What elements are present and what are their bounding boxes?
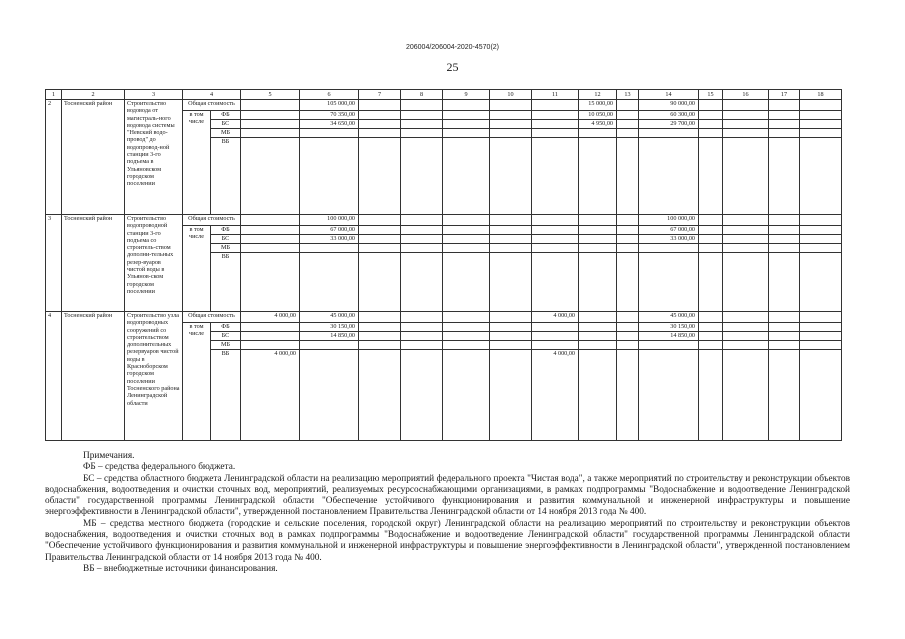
amount-cell: [617, 312, 639, 323]
source-bs-label: БС: [211, 235, 241, 244]
amount-cell: [241, 332, 300, 341]
amount-cell: [300, 341, 359, 350]
source-total-label: Общая стоимость: [183, 215, 241, 226]
amount-cell: [699, 312, 723, 323]
row-district: Тосненский район: [62, 100, 125, 215]
amount-cell: 105 000,00: [300, 100, 359, 111]
amount-cell: [639, 129, 699, 138]
amount-cell: [241, 129, 300, 138]
amount-cell: [617, 215, 639, 226]
amount-cell: [359, 253, 401, 312]
column-number: 10: [490, 90, 532, 100]
amount-cell: [800, 312, 842, 323]
amount-cell: [639, 341, 699, 350]
row-project: Строительство водопроводной станции 3-го подъема со строитель-ством дополни-тельных резер-вуаров чистой воды в Ульянов-ском городском поселении: [125, 215, 183, 312]
amount-cell: [490, 226, 532, 235]
amount-cell: 45 000,00: [300, 312, 359, 323]
amount-cell: [723, 253, 769, 312]
amount-cell: 4 000,00: [241, 312, 300, 323]
amount-cell: [579, 350, 617, 441]
amount-cell: [490, 332, 532, 341]
amount-cell: 67 000,00: [300, 226, 359, 235]
amount-cell: [401, 235, 443, 244]
note-mb: МБ – средства местного бюджета (городские и сельские поселения, городской округ) Ленинградской области на реализацию мероприятий по строительству и реконструкции объектов водоснабжения, водоотведения и очистки сточных вод в рамках подпрограммы "Водоснабжение и водоотведение Ленинградской области" государственной программы Ленинградской области "Обеспечение устойчивого функционирования и развития коммунальной и инженерной инфраструктуры и повышение энергоэффективности в Ленинградской области", утвержденной постановлением Правительства Ленинградской области от 14 ноября 2013 года № 400.: [45, 518, 850, 563]
amount-cell: [359, 341, 401, 350]
financing-table: [45, 89, 842, 441]
amount-cell: [769, 235, 800, 244]
amount-cell: [800, 323, 842, 332]
amount-cell: [639, 244, 699, 253]
amount-cell: [401, 244, 443, 253]
amount-cell: [532, 215, 579, 226]
amount-cell: [241, 323, 300, 332]
amount-cell: [769, 341, 800, 350]
amount-cell: [359, 120, 401, 129]
amount-cell: [769, 120, 800, 129]
amount-cell: [579, 138, 617, 215]
amount-cell: [579, 235, 617, 244]
amount-cell: [639, 138, 699, 215]
amount-cell: [443, 244, 490, 253]
row-district: Тосненский район: [62, 215, 125, 312]
amount-cell: [401, 111, 443, 120]
column-number: 17: [769, 90, 800, 100]
amount-cell: 100 000,00: [300, 215, 359, 226]
in-that-label: в том числе: [183, 111, 211, 215]
amount-cell: [443, 129, 490, 138]
amount-cell: [401, 138, 443, 215]
amount-cell: [443, 235, 490, 244]
amount-cell: [617, 138, 639, 215]
amount-cell: [359, 244, 401, 253]
amount-cell: [241, 100, 300, 111]
amount-cell: [443, 111, 490, 120]
amount-cell: [401, 312, 443, 323]
amount-cell: [617, 129, 639, 138]
amount-cell: [617, 111, 639, 120]
amount-cell: [532, 253, 579, 312]
amount-cell: [617, 120, 639, 129]
amount-cell: [769, 100, 800, 111]
amount-cell: [579, 215, 617, 226]
amount-cell: [300, 138, 359, 215]
amount-cell: [769, 312, 800, 323]
amount-cell: 4 000,00: [241, 350, 300, 441]
amount-cell: [800, 111, 842, 120]
amount-cell: [532, 120, 579, 129]
amount-cell: [800, 244, 842, 253]
amount-cell: [617, 323, 639, 332]
amount-cell: [490, 253, 532, 312]
amount-cell: 14 850,00: [639, 332, 699, 341]
amount-cell: [490, 341, 532, 350]
amount-cell: [241, 111, 300, 120]
amount-cell: [401, 120, 443, 129]
amount-cell: [241, 215, 300, 226]
amount-cell: [490, 235, 532, 244]
amount-cell: [579, 341, 617, 350]
amount-cell: [443, 312, 490, 323]
amount-cell: [490, 350, 532, 441]
amount-cell: 15 000,00: [579, 100, 617, 111]
amount-cell: [443, 253, 490, 312]
in-that-label: в том числе: [183, 323, 211, 441]
amount-cell: 30 150,00: [639, 323, 699, 332]
column-number: 11: [532, 90, 579, 100]
source-fb-label: ФБ: [211, 111, 241, 120]
amount-cell: [532, 226, 579, 235]
amount-cell: [359, 323, 401, 332]
amount-cell: [532, 332, 579, 341]
amount-cell: [617, 350, 639, 441]
amount-cell: [800, 332, 842, 341]
source-mb-label: МБ: [211, 129, 241, 138]
row-district: Тосненский район: [62, 312, 125, 441]
amount-cell: [723, 341, 769, 350]
source-vb-label: ВБ: [211, 350, 241, 441]
amount-cell: [617, 226, 639, 235]
column-number: 12: [579, 90, 617, 100]
amount-cell: [359, 226, 401, 235]
amount-cell: [699, 341, 723, 350]
note-fb: ФБ – средства федерального бюджета.: [83, 462, 236, 473]
row-num: 3: [46, 215, 62, 312]
amount-cell: [723, 235, 769, 244]
amount-cell: [401, 100, 443, 111]
amount-cell: [359, 129, 401, 138]
amount-cell: [723, 332, 769, 341]
amount-cell: [490, 100, 532, 111]
amount-cell: [639, 350, 699, 441]
amount-cell: [699, 111, 723, 120]
amount-cell: [769, 323, 800, 332]
amount-cell: [800, 253, 842, 312]
column-number: 9: [443, 90, 490, 100]
table-row: [46, 100, 842, 111]
row-project: Строительство водовода от магистраль-ного водовода системы "Невский водо-провод" до водопровод-ной станции 3-го подъема в Ульяновском городском поселении: [125, 100, 183, 215]
column-number: 13: [617, 90, 639, 100]
amount-cell: 4 000,00: [532, 350, 579, 441]
amount-cell: [699, 244, 723, 253]
amount-cell: [401, 332, 443, 341]
source-bs-label: БС: [211, 120, 241, 129]
amount-cell: [699, 226, 723, 235]
amount-cell: [490, 323, 532, 332]
amount-cell: [617, 253, 639, 312]
column-number: 5: [241, 90, 300, 100]
amount-cell: [300, 129, 359, 138]
amount-cell: [579, 226, 617, 235]
amount-cell: 10 050,00: [579, 111, 617, 120]
amount-cell: [532, 244, 579, 253]
amount-cell: 90 000,00: [639, 100, 699, 111]
amount-cell: [490, 111, 532, 120]
amount-cell: 4 000,00: [532, 312, 579, 323]
amount-cell: [699, 215, 723, 226]
amount-cell: [443, 215, 490, 226]
source-vb-label: ВБ: [211, 138, 241, 215]
source-mb-label: МБ: [211, 341, 241, 350]
amount-cell: [769, 215, 800, 226]
amount-cell: [532, 138, 579, 215]
amount-cell: [723, 215, 769, 226]
amount-cell: [401, 226, 443, 235]
amount-cell: [241, 226, 300, 235]
amount-cell: [723, 350, 769, 441]
amount-cell: [723, 100, 769, 111]
amount-cell: [241, 244, 300, 253]
row-project: Строительство узла водопроводных сооружений со строительством дополнительных резервуаров чистой воды в Красноборском городском поселении Тосненского района Ленинградской области: [125, 312, 183, 441]
amount-cell: [443, 138, 490, 215]
amount-cell: [699, 100, 723, 111]
amount-cell: 30 150,00: [300, 323, 359, 332]
amount-cell: [359, 215, 401, 226]
source-total-label: Общая стоимость: [183, 100, 241, 111]
column-number: 15: [699, 90, 723, 100]
amount-cell: [617, 235, 639, 244]
amount-cell: 100 000,00: [639, 215, 699, 226]
amount-cell: 29 700,00: [639, 120, 699, 129]
column-number-row: [46, 90, 842, 100]
amount-cell: [579, 312, 617, 323]
source-mb-label: МБ: [211, 244, 241, 253]
page-number: 25: [446, 60, 459, 74]
amount-cell: [359, 350, 401, 441]
notes-section: [45, 451, 850, 575]
amount-cell: [401, 350, 443, 441]
amount-cell: [723, 111, 769, 120]
amount-cell: [532, 100, 579, 111]
amount-cell: [401, 215, 443, 226]
amount-cell: [800, 215, 842, 226]
amount-cell: [490, 138, 532, 215]
notes-title: Примечания.: [83, 451, 135, 461]
amount-cell: [800, 100, 842, 111]
amount-cell: 34 650,00: [300, 120, 359, 129]
amount-cell: [579, 332, 617, 341]
amount-cell: [443, 120, 490, 129]
amount-cell: [532, 323, 579, 332]
amount-cell: [532, 129, 579, 138]
row-num: 4: [46, 312, 62, 441]
column-number: 7: [359, 90, 401, 100]
amount-cell: [639, 253, 699, 312]
amount-cell: [241, 138, 300, 215]
amount-cell: [723, 244, 769, 253]
amount-cell: [579, 244, 617, 253]
amount-cell: [490, 129, 532, 138]
amount-cell: [532, 341, 579, 350]
row-num: 2: [46, 100, 62, 215]
amount-cell: [443, 226, 490, 235]
amount-cell: [699, 120, 723, 129]
amount-cell: [359, 138, 401, 215]
amount-cell: [300, 350, 359, 441]
source-total-label: Общая стоимость: [183, 312, 241, 323]
amount-cell: [359, 111, 401, 120]
amount-cell: 45 000,00: [639, 312, 699, 323]
amount-cell: [359, 312, 401, 323]
amount-cell: [617, 332, 639, 341]
amount-cell: [699, 253, 723, 312]
amount-cell: 33 000,00: [300, 235, 359, 244]
amount-cell: [800, 138, 842, 215]
column-number: 1: [46, 90, 62, 100]
amount-cell: [401, 323, 443, 332]
amount-cell: 4 950,00: [579, 120, 617, 129]
document-id: 206004/206004-2020-4570(2): [405, 44, 500, 51]
amount-cell: [769, 111, 800, 120]
amount-cell: [532, 111, 579, 120]
amount-cell: [490, 312, 532, 323]
source-vb-label: ВБ: [211, 253, 241, 312]
amount-cell: [800, 129, 842, 138]
amount-cell: [579, 253, 617, 312]
column-number: 4: [183, 90, 241, 100]
amount-cell: [800, 341, 842, 350]
amount-cell: 33 000,00: [639, 235, 699, 244]
table-row: [46, 312, 842, 323]
source-fb-label: ФБ: [211, 226, 241, 235]
amount-cell: [723, 323, 769, 332]
amount-cell: [443, 100, 490, 111]
amount-cell: 67 000,00: [639, 226, 699, 235]
column-number: 16: [723, 90, 769, 100]
table-row: [46, 215, 842, 226]
amount-cell: 60 300,00: [639, 111, 699, 120]
column-number: 8: [401, 90, 443, 100]
amount-cell: [532, 235, 579, 244]
amount-cell: [699, 129, 723, 138]
amount-cell: [241, 253, 300, 312]
amount-cell: [769, 350, 800, 441]
amount-cell: [401, 341, 443, 350]
amount-cell: [300, 244, 359, 253]
amount-cell: [769, 138, 800, 215]
amount-cell: [769, 332, 800, 341]
source-bs-label: БС: [211, 332, 241, 341]
amount-cell: [443, 350, 490, 441]
column-number: 2: [62, 90, 125, 100]
amount-cell: [800, 235, 842, 244]
amount-cell: [699, 350, 723, 441]
amount-cell: [769, 129, 800, 138]
amount-cell: [490, 215, 532, 226]
amount-cell: 14 850,00: [300, 332, 359, 341]
column-number: 6: [300, 90, 359, 100]
amount-cell: [617, 244, 639, 253]
amount-cell: [769, 253, 800, 312]
amount-cell: [490, 244, 532, 253]
amount-cell: [800, 226, 842, 235]
source-fb-label: ФБ: [211, 323, 241, 332]
amount-cell: [723, 226, 769, 235]
amount-cell: [800, 350, 842, 441]
amount-cell: [579, 129, 617, 138]
amount-cell: [359, 332, 401, 341]
amount-cell: [401, 253, 443, 312]
amount-cell: [723, 120, 769, 129]
amount-cell: [359, 235, 401, 244]
amount-cell: [401, 129, 443, 138]
amount-cell: [443, 332, 490, 341]
amount-cell: [579, 323, 617, 332]
amount-cell: [800, 120, 842, 129]
amount-cell: [769, 226, 800, 235]
amount-cell: [699, 138, 723, 215]
amount-cell: [699, 332, 723, 341]
amount-cell: [617, 341, 639, 350]
amount-cell: [241, 120, 300, 129]
column-number: 3: [125, 90, 183, 100]
amount-cell: [699, 323, 723, 332]
amount-cell: [490, 120, 532, 129]
amount-cell: [723, 312, 769, 323]
amount-cell: [300, 253, 359, 312]
note-bs: БС – средства областного бюджета Ленинградской области на реализацию мероприятий федерального проекта "Чистая вода", а также мероприятий по строительству и реконструкции объектов водоснабжения, водоотведения и очистки сточных вод, мероприятий, реализуемых ресурсоснабжающими организациями, в рамках подпрограммы "Водоснабжение и водоотведение Ленинградской области" государственной программы Ленинградской области "Обеспечение устойчивого функционирования и развития коммунальной и инженерной инфраструктуры и повышение энергоэффективности в Ленинградской области", утвержденной постановлением Правительства Ленинградской области от 14 ноября 2013 года № 400.: [45, 473, 850, 518]
amount-cell: [617, 100, 639, 111]
amount-cell: 70 350,00: [300, 111, 359, 120]
amount-cell: [241, 235, 300, 244]
amount-cell: [443, 323, 490, 332]
amount-cell: [359, 100, 401, 111]
amount-cell: [769, 244, 800, 253]
amount-cell: [723, 138, 769, 215]
amount-cell: [443, 341, 490, 350]
in-that-label: в том числе: [183, 226, 211, 312]
amount-cell: [241, 341, 300, 350]
amount-cell: [699, 235, 723, 244]
note-vb: ВБ – внебюджетные источники финансирования.: [83, 563, 278, 574]
column-number: 18: [800, 90, 842, 100]
amount-cell: [723, 129, 769, 138]
column-number: 14: [639, 90, 699, 100]
